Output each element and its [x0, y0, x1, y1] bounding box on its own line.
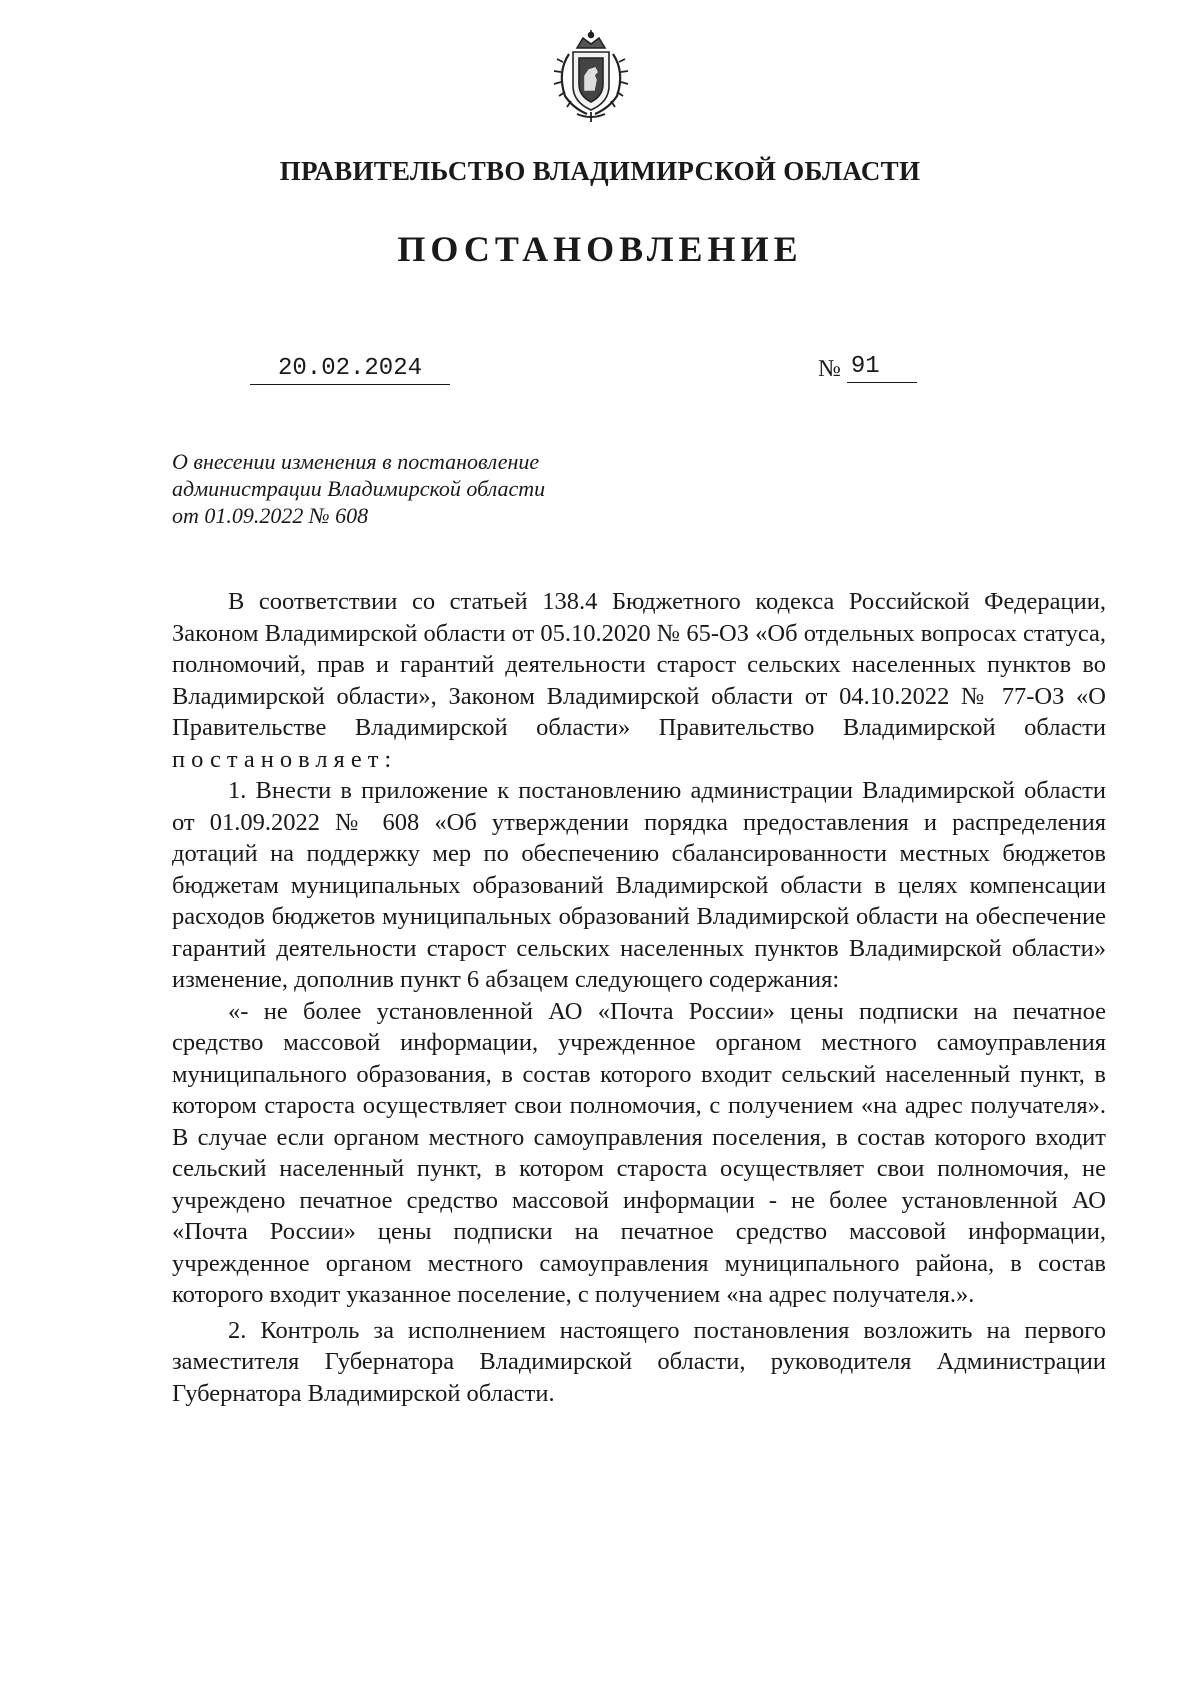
- organization-title: ПРАВИТЕЛЬСТВО ВЛАДИМИРСКОЙ ОБЛАСТИ: [279, 156, 921, 186]
- item-2-paragraph: 2. Контроль за исполнением настоящего постановления возложить на первого заместителя Губернатора Владимирской области, руководителя Администрации Губернатора Владимирской области.: [172, 1316, 1106, 1407]
- document-body: [172, 586, 1106, 1409]
- item-1-paragraph: 1. Внести в приложение к постановлению администрации Владимирской области от 01.09.2022 № 608 «Об утверждении порядка предоставления и распределения дотаций на поддержку мер по обеспечению сбалансированности местных бюджетов бюджетам муниципальных образований Владимирской области в целях компенсации расходов бюджетов муниципальных образований Владимирской области на обеспечение гарантий деятельности старост сельских населенных пунктов Владимирской области» изменение, дополнив пункт 6 абзацем следующего содержания:: [172, 777, 1106, 993]
- subject-line: О внесении изменения в постановление: [172, 449, 540, 474]
- document-number: 91: [847, 353, 917, 383]
- document-date: 20.02.2024: [250, 355, 450, 385]
- coat-of-arms-emblem: [539, 28, 643, 124]
- preamble-paragraph: [172, 586, 1106, 775]
- resolves-word: постановляет:: [172, 745, 398, 773]
- document-subject: [172, 448, 592, 529]
- document-number-block: [818, 353, 917, 383]
- document-type-title: ПОСТАНОВЛЕНИЕ: [397, 229, 803, 269]
- quoted-paragraph: «- не более установленной АО «Почта России» цены подписки на печатное средство массовой информации, учрежденное органом местного самоуправления муниципального образования, в состав которого входит сельский населенный пункт, в котором староста осуществляет свои полномочия, с получением «на адрес получателя». В случае если органом местного самоуправления поселения, в состав которого входит сельский населенный пункт, в котором староста осуществляет свои полномочия, не учреждено печатное средство массовой информации - не более установленной АО «Почта России» цены подписки на печатное средство массовой информации, учрежденное органом местного самоуправления муниципального района, в состав которого входит указанное поселение, с получением «на адрес получателя.».: [172, 997, 1106, 1308]
- number-sign: №: [818, 356, 841, 382]
- preamble-text: В соответствии со статьей 138.4 Бюджетного кодекса Российской Федерации, Законом Владимирской области от 05.10.2020 № 65-ОЗ «Об отдельных вопросах статуса, полномочий, прав и гарантий деятельности старост сельских населенных пунктов во Владимирской области», Законом Владимирской области от 04.10.2022 № 77-ОЗ «О Правительстве Владимирской области» Правительство Владимирской области: [172, 588, 1106, 741]
- subject-line: администрации Владимирской области: [172, 476, 546, 501]
- subject-line: от 01.09.2022 № 608: [172, 503, 369, 528]
